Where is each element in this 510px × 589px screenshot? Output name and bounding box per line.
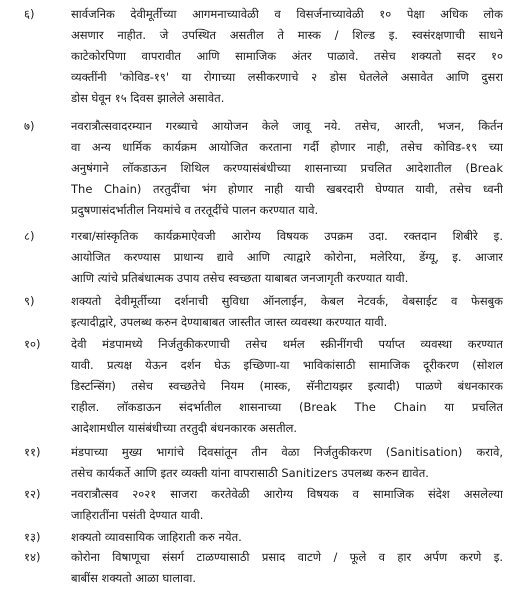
text-line: गरबा/सांस्कृतिक कार्यक्रमाऐवजी आरोग्य विषयक उपक्रम उदा. रक्तदान शिबीरे इ.: [71, 229, 503, 243]
clause-text: [71, 442, 503, 484]
clause-number: ११): [24, 445, 41, 459]
text-line: यावी. प्रत्यक्ष येऊन दर्शन घेऊ इच्छिणा-या भाविकांसाठी सामाजिक दूरीकरण (सोशल: [71, 358, 503, 372]
text-line: देवी मंडपामध्ये निर्जतुकीकरणाची तसेच थर्मल स्क्रीनींगची पर्याप्त व्यवस्था करण्यात: [71, 337, 503, 351]
text-line: मंडपाच्या मुख्य भागांचे दिवसांतून तीन वेळा निर्जतुकीकरण (Sanitisation) करावे,: [71, 445, 503, 459]
text-line: तसेच कार्यकर्ते आणि इतर व्यक्ती यांना वापरासाठी Sanitizers उपलब्ध करुन द्यावेत.: [71, 466, 429, 480]
clause-number: ६): [24, 7, 35, 21]
text-line: नवरात्रौत्सव २०२१ साजरा करतेवेळी आरोग्य विषयक व सामाजिक संदेश असलेल्या: [71, 487, 503, 501]
text-line: शक्यतो व्यावसायिक जाहिराती करु नयेत.: [71, 530, 242, 544]
text-line: आणि त्यांचे प्रतिबंधात्मक उपाय तसेच स्वच्छता याबाबत जनजागृती करण्यात यावी.: [71, 271, 409, 285]
clause-number: १०): [24, 337, 41, 351]
text-line: प्रदुषणासंदर्भातील नियमांचे व तरतूदींचे पालन करण्यात यावे.: [71, 203, 319, 217]
text-line: वा अन्य धार्मिक कार्यक्रम आयोजित करताना गर्दी होणार नाही, तसेच कोविड-१९ च्या: [71, 140, 503, 154]
clause-text: [71, 334, 503, 439]
text-line: इत्यादीद्वारे, उपलब्ध करुन देण्याबाबत जास्तीत जास्त व्यवस्था करण्यात यावी.: [71, 315, 388, 329]
clause-number: ७): [24, 119, 35, 133]
text-line: नवरात्रौत्सवादरम्यान गरब्याचे आयोजन केले जावू नये. तसेच, आरती, भजन, किर्तन: [71, 119, 503, 133]
clause-number: ९): [24, 294, 35, 308]
clause-text: [71, 291, 503, 333]
text-line: जाहिरातींना पसंती देण्यात यावी.: [71, 508, 204, 522]
text-line: कोरोना विषाणूचा संसर्ग टाळण्यासाठी प्रसाद वाटणे / फूले व हार अर्पण करणे इ.: [71, 550, 503, 564]
text-line: आयोजित करण्यास प्राधान्य द्यावे आणि त्याद्वारे कोरोना, मलेरिया, डेंग्यू, इ. आजार: [71, 250, 503, 264]
clause-number: १२): [24, 487, 41, 501]
text-line: The Chain) तरतुदींचा भंग होणार नाही याची खबरदारी घेण्यात यावी, तसेच ध्वनी: [71, 182, 503, 196]
clause-number: १३): [24, 530, 41, 544]
clause-text: [71, 116, 503, 221]
text-line: काटेकोरपिणा वापरावीत आणि सामाजिक अंतर पाळावे. तसेच शक्यतो सदर १०: [71, 49, 503, 63]
text-line: असणार नाहीत. जे उपस्थित असतील ते मास्क / शिल्ड इ. स्वसंरक्षणाची साधने: [71, 28, 503, 42]
text-line: शक्यतो देवीमूर्तीच्या दर्शनाची सुविधा ऑनलाईन, केबल नेटवर्क, वेबसाईट व फेसबुक: [71, 294, 503, 308]
text-line: डोस घेवून १५ दिवस झालेले असावेत.: [71, 91, 225, 105]
text-line: आदेशामधील यासंबंधीच्या तरतुदी बंधनकारक असतील.: [71, 421, 298, 435]
clause-text: [71, 484, 503, 526]
clause-number: १४): [24, 550, 41, 564]
clause-text: [71, 547, 503, 589]
text-line: सार्वजनिक देवीमूर्तीच्या आगमनाच्यावेळी व विसर्जनाच्यावेळी १० पेक्षा अधिक लोक: [71, 7, 503, 21]
text-line: अनुषंगाने लॉकडाऊन शिथिल करण्यासंबंधीच्या शासनाच्या प्रचलित आदेशातील (Break: [71, 161, 503, 175]
text-line: बाबींस शक्यतो आळा घालावा.: [71, 571, 197, 585]
clause-number: ८): [24, 229, 35, 243]
clause-text: [71, 527, 503, 548]
text-line: डिस्टन्सिंग) तसेच स्वच्छतेचे नियम (मास्क, सॅनीटायझर इत्यादी) पाळणे बंधनकारक: [71, 379, 503, 393]
clause-text: [71, 4, 503, 109]
clause-text: [71, 226, 503, 289]
text-line: व्यक्तींनी 'कोविड-१९' या रोगाच्या लसीकरणाचे २ डोस घेतलेले असावेत आणि दुसरा: [71, 70, 503, 84]
text-line: राहील. लॉकडाऊन संदर्भातील शासनाच्या (Break The Chain या प्रचलित: [71, 400, 503, 414]
